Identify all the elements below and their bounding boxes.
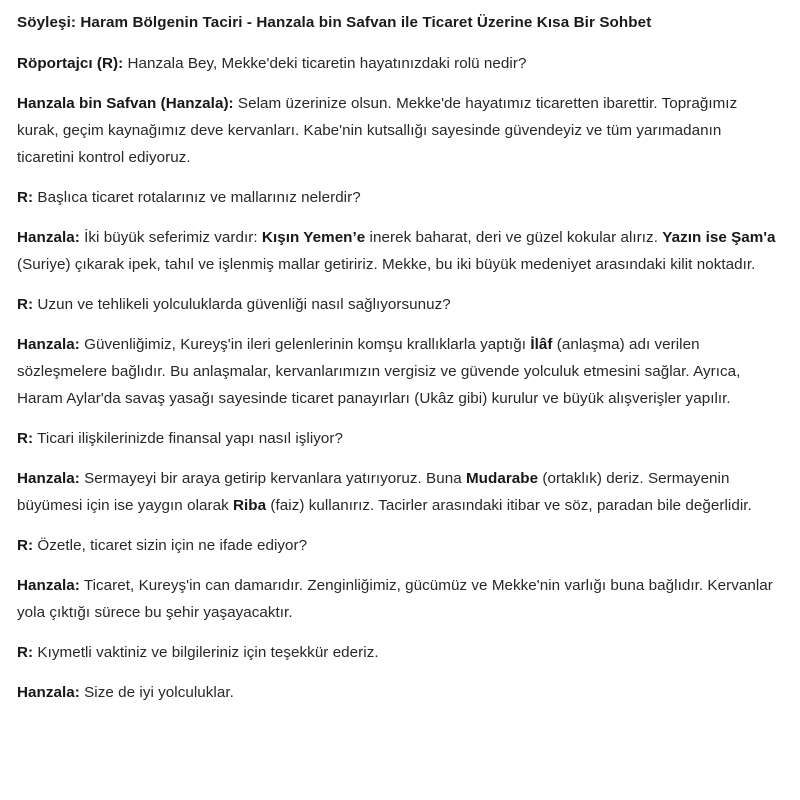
- body-text: (faiz) kullanırız. Tacirler arasındaki itibar ve söz, paradan bile değerlidir.: [266, 497, 752, 514]
- emphasis-text: Röportajcı (R):: [17, 55, 124, 72]
- emphasis-text: Hanzala:: [17, 684, 80, 701]
- transcript-paragraph: [17, 425, 776, 452]
- emphasis-text: Mudarabe: [465, 470, 539, 487]
- body-text: Sermayeyi bir araya getirip kervanlara yatırıyoruz. Buna: [79, 470, 466, 487]
- emphasis-text: Hanzala bin Safvan (Hanzala):: [17, 95, 234, 112]
- transcript-paragraph: [17, 532, 776, 559]
- emphasis-text: R:: [17, 296, 34, 313]
- body-text: inerek baharat, deri ve güzel kokular alırız.: [365, 229, 663, 246]
- transcript-paragraph: [17, 90, 776, 171]
- transcript-paragraph: [17, 291, 776, 318]
- body-text: (ortaklık) deriz. Sermayenin büyümesi için ise yaygın olarak: [17, 470, 730, 514]
- emphasis-text: Kışın Yemen’e: [261, 229, 366, 246]
- emphasis-text: R:: [17, 644, 34, 661]
- emphasis-text: R:: [17, 189, 34, 206]
- transcript-paragraph: [17, 465, 776, 519]
- body-text: (Suriye) çıkarak ipek, tahıl ve işlenmiş mallar getiririz. Mekke, bu iki büyük medeniyet arasındaki kilit noktadır.: [17, 256, 756, 273]
- emphasis-text: Hanzala:: [17, 470, 80, 487]
- emphasis-text: Hanzala:: [17, 336, 80, 353]
- body-text: Size de iyi yolculuklar.: [79, 684, 234, 701]
- emphasis-text: Hanzala:: [17, 229, 80, 246]
- emphasis-text: Riba: [233, 497, 267, 514]
- body-text: Başlıca ticaret rotalarınız ve mallarınız nelerdir?: [33, 189, 361, 206]
- transcript-paragraph: [17, 224, 776, 278]
- emphasis-text: R:: [17, 537, 34, 554]
- emphasis-text: Yazın ise Şam'a: [662, 229, 776, 246]
- page-title: Söyleşi: Haram Bölgenin Taciri - Hanzala bin Safvan ile Ticaret Üzerine Kısa Bir Sohbet: [17, 14, 652, 31]
- emphasis-text: R:: [17, 430, 34, 447]
- transcript-paragraph: [17, 184, 776, 211]
- body-text: Güvenliğimiz, Kureyş'in ileri gelenlerinin komşu krallıklarla yaptığı: [79, 336, 531, 353]
- body-text: Özetle, ticaret sizin için ne ifade ediyor?: [33, 537, 308, 554]
- interview-transcript: [17, 50, 776, 706]
- body-text: Ticaret, Kureyş'in can damarıdır. Zenginliğimiz, gücümüz ve Mekke'nin varlığı buna bağlıdır. Kervanlar yola çıktığı sürece bu şehir yaşayacaktır.: [17, 577, 773, 621]
- transcript-paragraph: [17, 639, 776, 666]
- transcript-paragraph: [17, 50, 776, 77]
- emphasis-text: Hanzala:: [17, 577, 80, 594]
- body-text: (anlaşma) adı verilen sözleşmelere bağlıdır. Bu anlaşmalar, kervanlarımızın vergisiz ve güvende yolculuk etmesini sağlar. Ayrıca, Haram Aylar'da savaş yasağı sayesinde ticaret panayırları (Ukâz gibi) kurulur ve büyük alışverişler yapılır.: [17, 336, 741, 407]
- emphasis-text: İlâf: [530, 336, 553, 353]
- transcript-paragraph: [17, 572, 776, 626]
- body-text: Ticari ilişkilerinizde finansal yapı nasıl işliyor?: [33, 430, 343, 447]
- body-text: Hanzala Bey, Mekke'deki ticaretin hayatınızdaki rolü nedir?: [123, 55, 527, 72]
- body-text: İki büyük seferimiz vardır:: [79, 229, 262, 246]
- transcript-paragraph: [17, 331, 776, 412]
- body-text: Uzun ve tehlikeli yolculuklarda güvenliği nasıl sağlıyorsunuz?: [33, 296, 451, 313]
- body-text: Kıymetli vaktiniz ve bilgileriniz için teşekkür ederiz.: [33, 644, 379, 661]
- transcript-paragraph: [17, 679, 776, 706]
- body-text: Selam üzerinize olsun. Mekke'de hayatımız ticaretten ibarettir. Toprağımız kurak, geçim kaynağımız deve kervanları. Kabe'nin kutsallığı sayesinde güvendeyiz ve tüm yarımadanın ticaretini kontrol ediyoruz.: [17, 95, 738, 166]
